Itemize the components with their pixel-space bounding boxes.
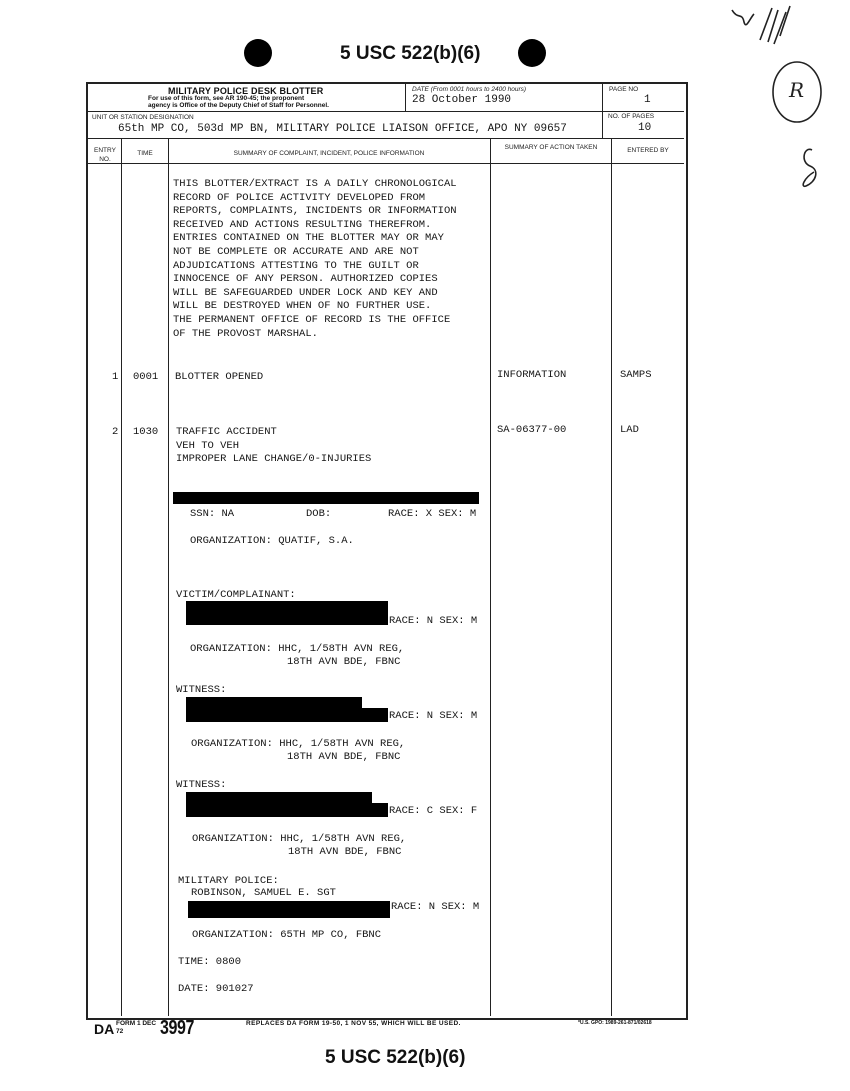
entry-2-summary-line: TRAFFIC ACCIDENT bbox=[176, 426, 277, 438]
mp-time: TIME: 0800 bbox=[178, 956, 242, 968]
redaction-bar bbox=[186, 601, 388, 625]
unit-value: 65th MP CO, 503d MP BN, MILITARY POLICE LIAISON OFFICE, APO NY 09657 bbox=[118, 123, 567, 135]
entry-1-time: 0001 bbox=[133, 371, 159, 383]
no-pages-label: NO. OF PAGES bbox=[608, 113, 655, 120]
form-use-note-1: For use of this form, see AR 190-45; the proponent bbox=[148, 95, 305, 102]
witness-2-label: WITNESS: bbox=[176, 779, 227, 791]
disclaimer-line: WILL BE SAFEGUARDED UNDER LOCK AND KEY AND bbox=[173, 286, 438, 299]
entry-2-entered-by: LAD bbox=[620, 424, 639, 436]
page-no-label: PAGE NO bbox=[609, 86, 639, 93]
col-action-header: SUMMARY OF ACTION TAKEN bbox=[504, 144, 598, 151]
subject-ssn: SSN: NA bbox=[190, 508, 235, 520]
footer-form-small: FORM 1 DEC 72 bbox=[116, 1020, 157, 1035]
page-no-value: 1 bbox=[644, 94, 651, 106]
footer-gpo-note: *U.S. GPO: 1989-261-871/02618 bbox=[578, 1020, 652, 1026]
col-sep-2 bbox=[168, 139, 169, 1016]
col-sep-3 bbox=[490, 139, 491, 1016]
disclaimer-line: WILL BE DESTROYED WHEN OF NO FURTHER USE. bbox=[173, 300, 432, 313]
col-entered-by-header: ENTERED BY bbox=[627, 147, 669, 154]
col-sep-4 bbox=[611, 139, 612, 1016]
witness-1-org-1: ORGANIZATION: HHC, 1/58TH AVN REG, bbox=[191, 738, 406, 750]
disclaimer-line: INNOCENCE OF ANY PERSON. AUTHORIZED COPIES bbox=[173, 273, 438, 286]
entry-2-action: SA-06377-00 bbox=[497, 424, 567, 436]
date-value: 28 October 1990 bbox=[412, 94, 512, 106]
victim-org-1: ORGANIZATION: HHC, 1/58TH AVN REG, bbox=[190, 643, 405, 655]
form-use-note-2: agency is Office of the Deputy Chief of Staff for Personnel. bbox=[148, 102, 329, 109]
mp-name: ROBINSON, SAMUEL E. SGT bbox=[191, 887, 336, 899]
entry-1-summary: BLOTTER OPENED bbox=[175, 371, 264, 383]
mp-org: ORGANIZATION: 65TH MP CO, FBNC bbox=[192, 929, 382, 941]
mp-race-sex: RACE: N SEX: M bbox=[391, 901, 480, 913]
redaction-dot-left bbox=[244, 39, 272, 67]
disclaimer-line: ADJUDICATIONS ATTESTING TO THE GUILT OR bbox=[173, 259, 419, 272]
entry-2-summary-line: IMPROPER LANE CHANGE/0-INJURIES bbox=[176, 453, 372, 466]
header-sep-date bbox=[405, 84, 406, 112]
subject-dob: DOB: bbox=[306, 508, 332, 520]
form-title: MILITARY POLICE DESK BLOTTER bbox=[168, 86, 324, 96]
unit-label: UNIT OR STATION DESIGNATION bbox=[92, 114, 194, 121]
subject-race-sex: RACE: X SEX: M bbox=[388, 508, 477, 520]
disclaimer-line: OF THE PROVOST MARSHAL. bbox=[173, 327, 318, 340]
col-summary-header: SUMMARY OF COMPLAINT, INCIDENT, POLICE INFORMATION bbox=[233, 150, 425, 157]
footer-replaces-note: REPLACES DA FORM 19-50, 1 NOV 55, WHICH WILL BE USED. bbox=[246, 1020, 461, 1027]
entry-1-action: INFORMATION bbox=[497, 369, 567, 381]
entry-2-summary bbox=[176, 426, 371, 467]
header-row2-bottom bbox=[88, 138, 684, 139]
victim-label: VICTIM/COMPLAINANT: bbox=[176, 589, 296, 601]
col-entry-header: ENTRY NO. bbox=[94, 147, 116, 163]
disclaimer-line: REPORTS, COMPLAINTS, INCIDENTS OR INFORMATION bbox=[173, 205, 457, 218]
redaction-dot-right bbox=[518, 39, 546, 67]
footer-form-number: 3997 bbox=[160, 1017, 194, 1039]
footer-form-da: DA bbox=[94, 1021, 115, 1037]
redaction-bar bbox=[186, 803, 388, 817]
no-pages-value: 10 bbox=[638, 122, 652, 134]
subject-org: ORGANIZATION: QUATIF, S.A. bbox=[190, 535, 354, 547]
column-header-bottom bbox=[88, 163, 684, 164]
witness-2-org-2: 18TH AVN BDE, FBNC bbox=[288, 846, 402, 858]
entry-1-no: 1 bbox=[112, 371, 119, 383]
circled-letter: R bbox=[789, 78, 805, 102]
disclaimer-block bbox=[173, 178, 457, 341]
handwritten-annotations bbox=[720, 0, 850, 200]
redaction-bar bbox=[188, 901, 390, 918]
entry-2-summary-line: VEH TO VEH bbox=[176, 439, 240, 452]
disclaimer-line: THE PERMANENT OFFICE OF RECORD IS THE OFFICE bbox=[173, 313, 451, 326]
entry-2-time: 1030 bbox=[133, 426, 159, 438]
witness-2-org-1: ORGANIZATION: HHC, 1/58TH AVN REG, bbox=[192, 833, 407, 845]
header-row1-bottom bbox=[88, 111, 684, 112]
date-label: DATE (From 0001 hours to 2400 hours) bbox=[412, 86, 527, 93]
disclaimer-line: RECORD OF POLICE ACTIVITY DEVELOPED FROM bbox=[173, 191, 426, 204]
victim-org-2: 18TH AVN BDE, FBNC bbox=[287, 656, 401, 668]
disclaimer-line: RECEIVED AND ACTIONS RESULTING THEREFROM. bbox=[173, 218, 432, 231]
disclaimer-line: THIS BLOTTER/EXTRACT IS A DAILY CHRONOLOGICAL bbox=[173, 178, 457, 190]
witness-1-label: WITNESS: bbox=[176, 684, 227, 696]
entry-2-no: 2 bbox=[112, 426, 119, 438]
witness-2-race-sex: RACE: C SEX: F bbox=[389, 805, 478, 817]
redaction-bar bbox=[173, 492, 479, 504]
witness-1-org-2: 18TH AVN BDE, FBNC bbox=[287, 751, 401, 763]
mp-label: MILITARY POLICE: bbox=[178, 875, 279, 887]
entry-1-entered-by: SAMPS bbox=[620, 369, 652, 381]
classification-header: 5 USC 522(b)(6) bbox=[340, 43, 481, 64]
col-time-header: TIME bbox=[137, 150, 153, 157]
mp-date: DATE: 901027 bbox=[178, 983, 254, 995]
witness-1-race-sex: RACE: N SEX: M bbox=[389, 710, 478, 722]
no-pages-sep bbox=[602, 111, 684, 112]
victim-race-sex: RACE: N SEX: M bbox=[389, 615, 478, 627]
classification-footer: 5 USC 522(b)(6) bbox=[325, 1047, 466, 1068]
redaction-bar bbox=[186, 708, 388, 722]
disclaimer-line: ENTRIES CONTAINED ON THE BLOTTER MAY OR MAY bbox=[173, 232, 444, 245]
col-sep-1 bbox=[121, 139, 122, 1016]
disclaimer-line: NOT BE COMPLETE OR ACCURATE AND ARE NOT bbox=[173, 245, 419, 258]
